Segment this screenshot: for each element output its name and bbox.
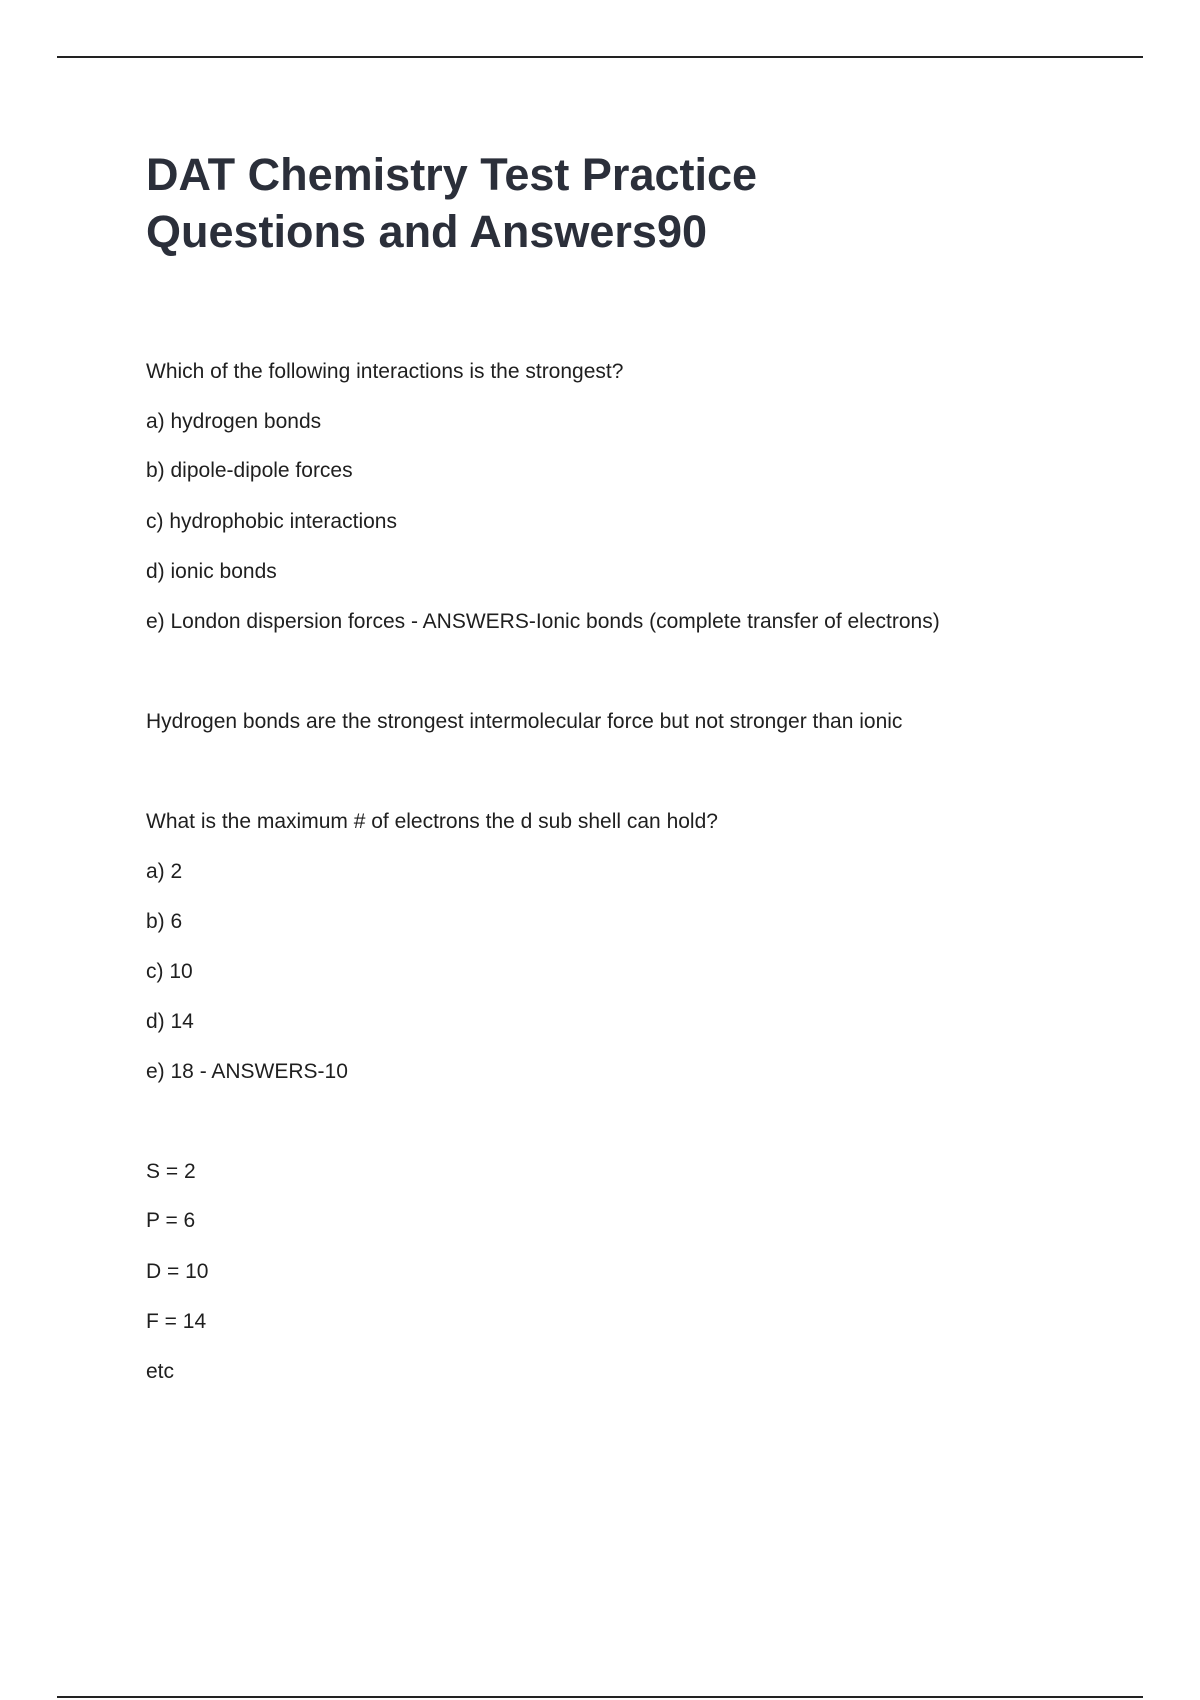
q2-option-b: b) 6: [146, 910, 183, 933]
q1-option-e-answer: e) London dispersion forces - ANSWERS-Ionic bonds (complete transfer of electrons): [146, 610, 940, 633]
q2-option-a: a) 2: [146, 860, 183, 883]
page-title: [146, 146, 1046, 260]
q2-option-c: c) 10: [146, 960, 193, 983]
q2-option-d: d) 14: [146, 1010, 194, 1033]
q2-explanation-f: F = 14: [146, 1310, 207, 1333]
q1-note: Hydrogen bonds are the strongest intermolecular force but not stronger than ionic: [146, 710, 903, 733]
question-1: Which of the following interactions is the strongest?: [146, 360, 624, 383]
question-2: What is the maximum # of electrons the d sub shell can hold?: [146, 810, 718, 833]
q2-explanation-s: S = 2: [146, 1160, 196, 1183]
q1-option-d: d) ionic bonds: [146, 560, 277, 583]
footer-rule: [57, 1696, 1143, 1698]
q2-option-e-answer: e) 18 - ANSWERS-10: [146, 1060, 348, 1083]
q2-explanation-p: P = 6: [146, 1209, 196, 1232]
title-line-2: Questions and Answers90: [146, 206, 708, 257]
q1-option-a: a) hydrogen bonds: [146, 410, 322, 433]
q2-explanation-etc: etc: [146, 1360, 175, 1383]
q1-option-b: b) dipole-dipole forces: [146, 459, 353, 482]
header-rule: [57, 56, 1143, 58]
q1-option-c: c) hydrophobic interactions: [146, 510, 397, 533]
title-line-1: DAT Chemistry Test Practice: [146, 149, 758, 200]
q2-explanation-d: D = 10: [146, 1260, 209, 1283]
